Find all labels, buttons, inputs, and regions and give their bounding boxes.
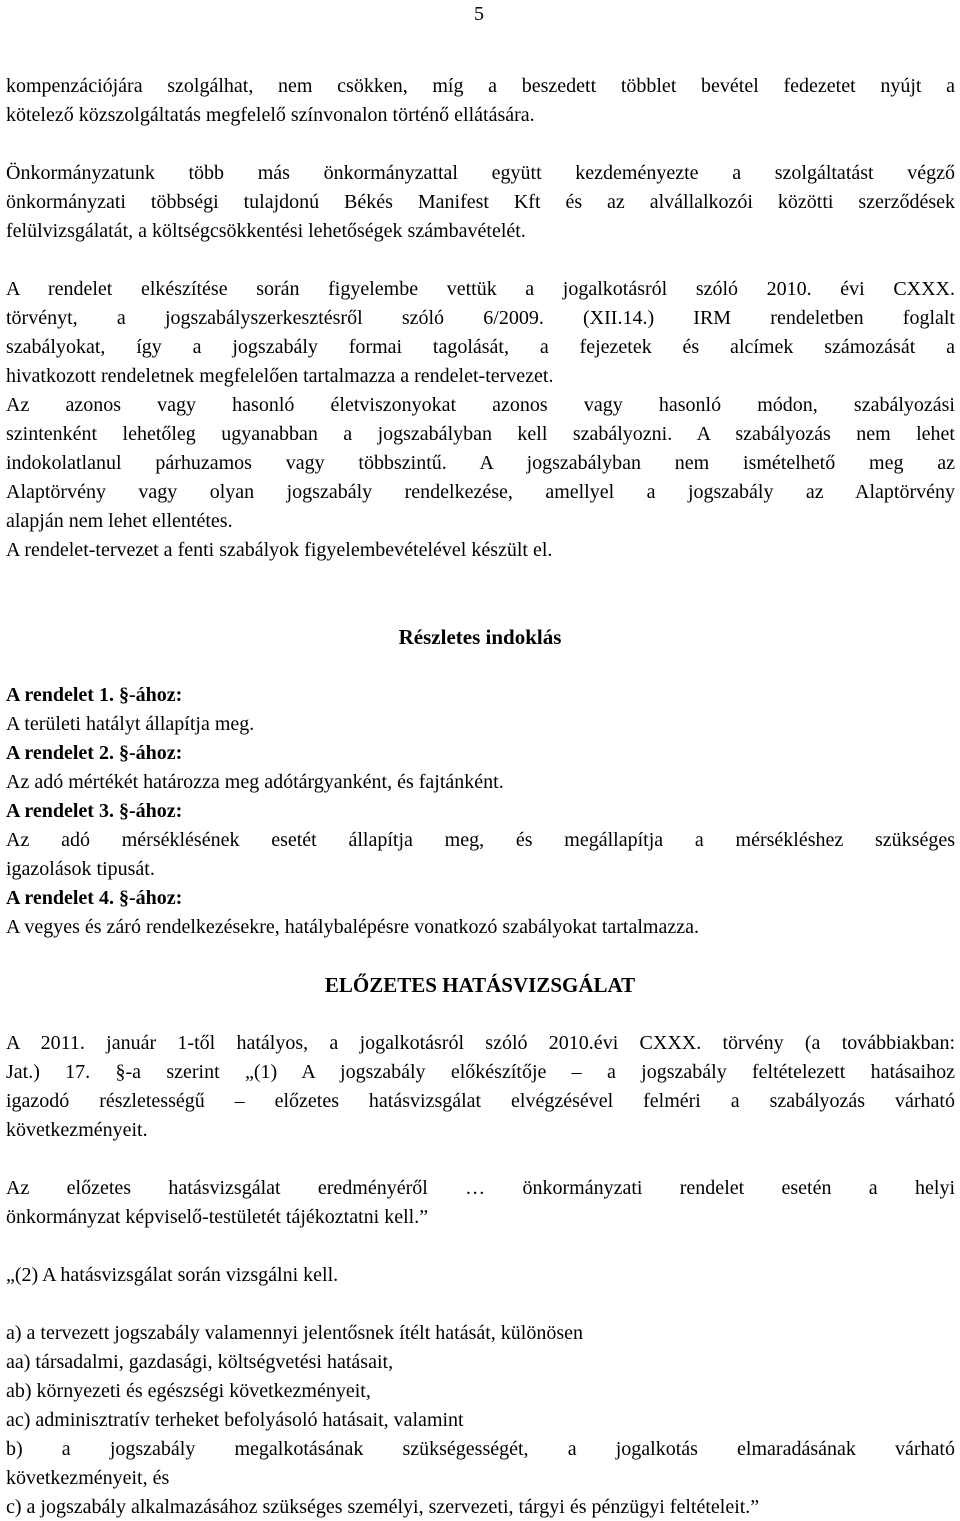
subsection-heading: A rendelet 4. §-ához: [6,887,183,909]
list-item: ab) környezeti és egészségi következményeit, [6,1380,371,1402]
text-line: A rendelet elkészítése során figyelembe vettük a jogalkotásról szóló 2010. évi CXXX. [6,278,955,300]
text-line: felülvizsgálatát, a költségcsökkentési lehetőségek számbavételét. [6,220,526,242]
text-line: A 2011. január 1-től hatályos, a jogalkotásról szóló 2010.évi CXXX. törvény (a továbbiakban: [6,1032,955,1054]
text-line: Jat.) 17. §-a szerint „(1) A jogszabály előkészítője – a jogszabály feltételezett hatásaihoz [6,1061,955,1083]
text-line: Önkormányzatunk több más önkormányzattal együtt kezdeményezte a szolgáltatást végző [6,162,955,184]
text-line: önkormányzat képviselő-testületét tájékoztatni kell.” [6,1206,429,1228]
subsection-heading: A rendelet 2. §-ához: [6,742,183,764]
text-line: Alaptörvény vagy olyan jogszabály rendelkezése, amellyel a jogszabály az Alaptörvény [6,481,955,503]
text-line: szintenként lehetőleg ugyanabban a jogszabályban kell szabályozni. A szabályozás nem lehet [6,423,955,445]
list-item: a) a tervezett jogszabály valamennyi jelentősnek ítélt hatását, különösen [6,1322,584,1344]
page-number: 5 [474,3,484,25]
list-item: b) a jogszabály megalkotásának szükségességét, a jogalkotás elmaradásának várható [6,1438,955,1460]
text-line: szabályokat, így a jogszabály formai tagolását, a fejezetek és alcímek számozását a [6,336,955,358]
subsection-heading: A rendelet 3. §-ához: [6,800,183,822]
text-line: indokolatlanul párhuzamos vagy többszintű. A jogszabályban nem ismételhető meg az [6,452,955,474]
text-line: Az adó mérséklésének esetét állapítja meg, és megállapítja a mérsékléshez szükséges [6,829,955,851]
text-line: igazodó részletességű – előzetes hatásvizsgálat elvégzésével felméri a szabályozás várható [6,1090,955,1112]
text-line: „(2) A hatásvizsgálat során vizsgálni kell. [6,1264,339,1286]
subsection-heading: A rendelet 1. §-ához: [6,684,183,706]
list-item: következményeit, és [6,1467,170,1489]
text-line: A területi hatályt állapítja meg. [6,713,255,735]
text-line: A rendelet-tervezet a fenti szabályok figyelembevételével készült el. [6,539,553,561]
text-line: hivatkozott rendeletnek megfelelően tartalmazza a rendelet-tervezet. [6,365,554,387]
list-item: c) a jogszabály alkalmazásához szükséges személyi, szervezeti, tárgyi és pénzügyi feltételeit.” [6,1496,760,1518]
text-line: kötelező közszolgáltatás megfelelő színvonalon történő ellátására. [6,104,535,126]
text-line: Az adó mértékét határozza meg adótárgyanként, és fajtánként. [6,771,504,793]
section-heading: ELŐZETES HATÁSVIZSGÁLAT [324,973,636,997]
text-line: Az azonos vagy hasonló életviszonyokat azonos vagy hasonló módon, szabályozási [6,394,955,416]
text-line: önkormányzati többségi tulajdonú Békés Manifest Kft és az alvállalkozói közötti szerződések [6,191,955,213]
list-item: aa) társadalmi, gazdasági, költségvetési hatásait, [6,1351,394,1373]
text-line: igazolások tipusát. [6,858,155,880]
text-line: alapján nem lehet ellentétes. [6,510,233,532]
section-heading: Részletes indoklás [398,625,562,649]
text-line: A vegyes és záró rendelkezésekre, hatálybalépésre vonatkozó szabályokat tartalmazza. [6,916,699,938]
text-line: kompenzációjára szolgálhat, nem csökken, míg a beszedett többlet bevétel fedezetet nyújt a [6,75,955,97]
text-line: törvényt, a jogszabályszerkesztésről szóló 6/2009. (XII.14.) IRM rendeletben foglalt [6,307,955,329]
text-line: következményeit. [6,1119,148,1141]
text-line: Az előzetes hatásvizsgálat eredményéről … önkormányzati rendelet esetén a helyi [6,1177,955,1199]
list-item: ac) adminisztratív terheket befolyásoló hatásait, valamint [6,1409,464,1431]
